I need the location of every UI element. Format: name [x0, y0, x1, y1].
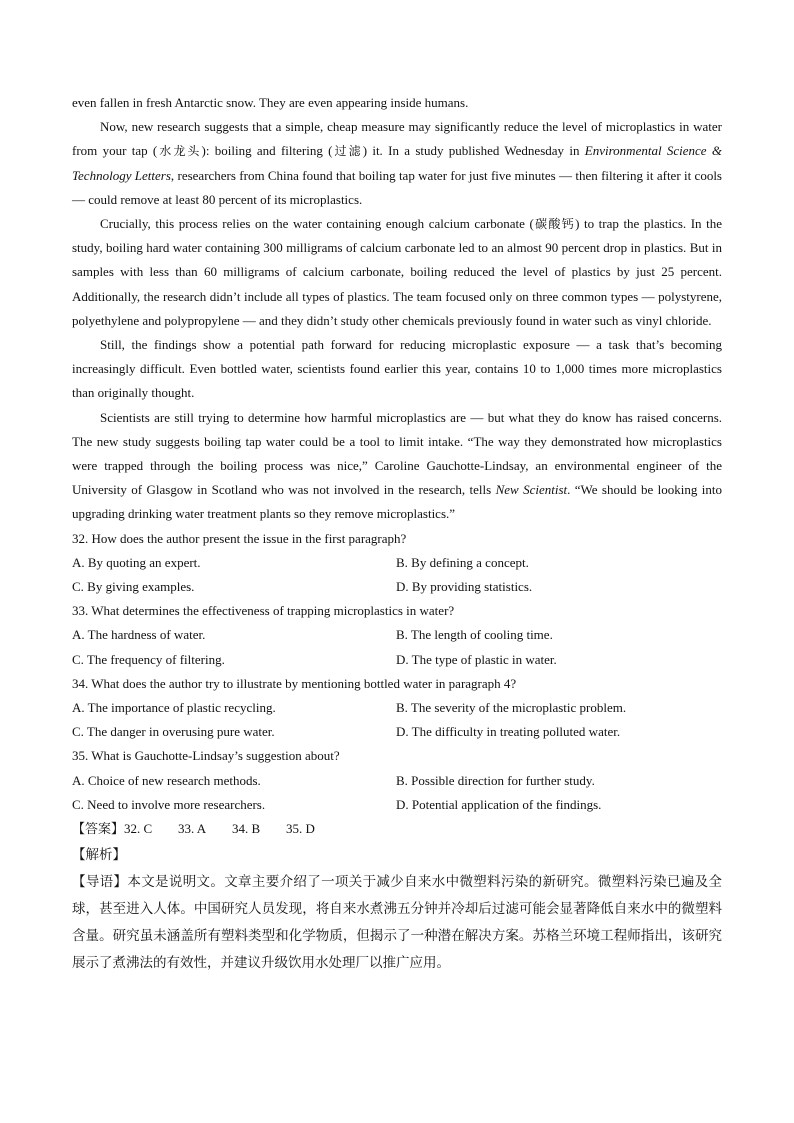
option-a: A. By quoting an expert.	[72, 554, 201, 570]
question-32	[72, 527, 722, 600]
answer-key	[72, 817, 722, 842]
p3-text-b: ) to trap the plastics. In the study, boiling hard water containing 300 milligrams of calcium carbonate led to an almost 90 percent drop in plastics. But in samples with less than 60 milligrams of calcium carbonate, boiling reduced the level of plastics by just 25 percent. Additionally, the research didn’t include all types of plastics. The team focused only on three common types — polystyrene, polyethylene and polypropylene — and they didn’t study other chemicals previously found in water such as vinyl chloride.	[72, 216, 722, 328]
p2-gloss-tap: 水龙头	[157, 144, 202, 159]
paragraph-1-tail: even fallen in fresh Antarctic snow. They are even appearing inside humans.	[72, 95, 469, 110]
question-33	[72, 599, 722, 672]
paragraph-3	[72, 212, 722, 333]
option-b: B. The severity of the microplastic problem.	[396, 700, 627, 716]
guide-paragraph	[72, 869, 722, 977]
option-d: D. The type of plastic in water.	[396, 651, 557, 667]
answer-34: 34. B	[232, 821, 261, 837]
answer-35: 35. D	[286, 821, 315, 837]
p2-text-a: Now, new research suggests that a simple, cheap measure may significantly reduce the level of microplastics in water from your tap (	[72, 119, 722, 159]
p3-text-a: Crucially, this process relies on the water containing enough calcium carbonate (	[100, 216, 534, 232]
question-stem: 32. How does the author present the issue in the first paragraph?	[72, 530, 407, 546]
option-a: A. The hardness of water.	[72, 627, 206, 643]
option-b: B. The length of cooling time.	[396, 627, 553, 643]
option-c: C. By giving examples.	[72, 579, 195, 595]
p5-text-b: . “We should be looking into upgrading drinking water treatment plants so they remove microplastics.”	[72, 482, 722, 522]
paragraph-4: Still, the findings show a potential path forward for reducing microplastic exposure — a task that’s becoming increasingly difficult. Even bottled water, scientists found earlier this year, contains 10 to 1,000 times more microplastics than originally thought.	[72, 337, 722, 401]
p2-text-c: ) it. In a study published Wednesday in	[362, 143, 585, 159]
p2-text-d: , researchers from China found that boiling tap water for just five minutes — then filtering it after it cools — could remove at least 80 percent of its microplastics.	[72, 167, 722, 207]
document-page	[72, 91, 722, 977]
question-stem: 35. What is Gauchotte-Lindsay’s suggestion about?	[72, 748, 340, 764]
question-stem: 33. What determines the effectiveness of trapping microplastics in water?	[72, 603, 455, 619]
option-a: A. The importance of plastic recycling.	[72, 700, 276, 716]
option-d: D. By providing statistics.	[396, 579, 533, 595]
magazine-title: New Scientist	[495, 482, 568, 498]
option-b: B. Possible direction for further study.	[396, 772, 595, 788]
guide-text: 本文是说明文。文章主要介绍了一项关于减少自来水中微塑料污染的新研究。微塑料污染已遍及全球，甚至进入人体。中国研究人员发现，将自来水煮沸五分钟并冷却后过滤可能会显著降低自来水中的微塑料含量。研究虽未涵盖所有塑料类型和化学物质，但揭示了一种潜在解决方案。苏格兰环境工程师指出，该研究展示了煮沸法的有效性，并建议升级饮用水处理厂以推广应用。	[72, 874, 723, 972]
option-c: C. Need to involve more researchers.	[72, 796, 266, 812]
option-d: D. The difficulty in treating polluted water.	[396, 724, 621, 740]
question-35	[72, 744, 722, 817]
paragraph-2	[72, 115, 722, 212]
guide-label: 【导语】	[72, 874, 128, 891]
option-b: B. By defining a concept.	[396, 554, 529, 570]
question-stem: 34. What does the author try to illustrate by mentioning bottled water in paragraph 4?	[72, 675, 517, 691]
option-a: A. Choice of new research methods.	[72, 772, 261, 788]
answer-32: 32. C	[124, 821, 153, 837]
answer-33: 33. A	[178, 821, 207, 837]
p2-gloss-filter: 过滤	[332, 144, 363, 159]
analysis-label: 【解析】	[72, 847, 126, 864]
option-c: C. The danger in overusing pure water.	[72, 724, 275, 740]
paragraph-5	[72, 406, 722, 527]
journal-title: Environmental Science & Technology Letters	[72, 143, 722, 183]
option-d: D. Potential application of the findings.	[396, 796, 602, 812]
p5-text-a: Scientists are still trying to determine how harmful microplastics are — but what they do know has raised concerns. The new study suggests boiling tap water could be a tool to limit intake. “The way they demonstrated how microplastics were trapped through the boiling process was nice,” Caroline Gauchotte-Lindsay, an environmental engineer of the University of Glasgow in Scotland who was not involved in the research, tells	[72, 409, 722, 498]
option-c: C. The frequency of filtering.	[72, 651, 225, 667]
p2-text-b: ): boiling and filtering (	[201, 143, 333, 159]
answer-label: 【答案】	[72, 822, 125, 838]
p3-gloss-calcium: 碳酸钙	[533, 217, 576, 232]
question-34	[72, 672, 722, 745]
